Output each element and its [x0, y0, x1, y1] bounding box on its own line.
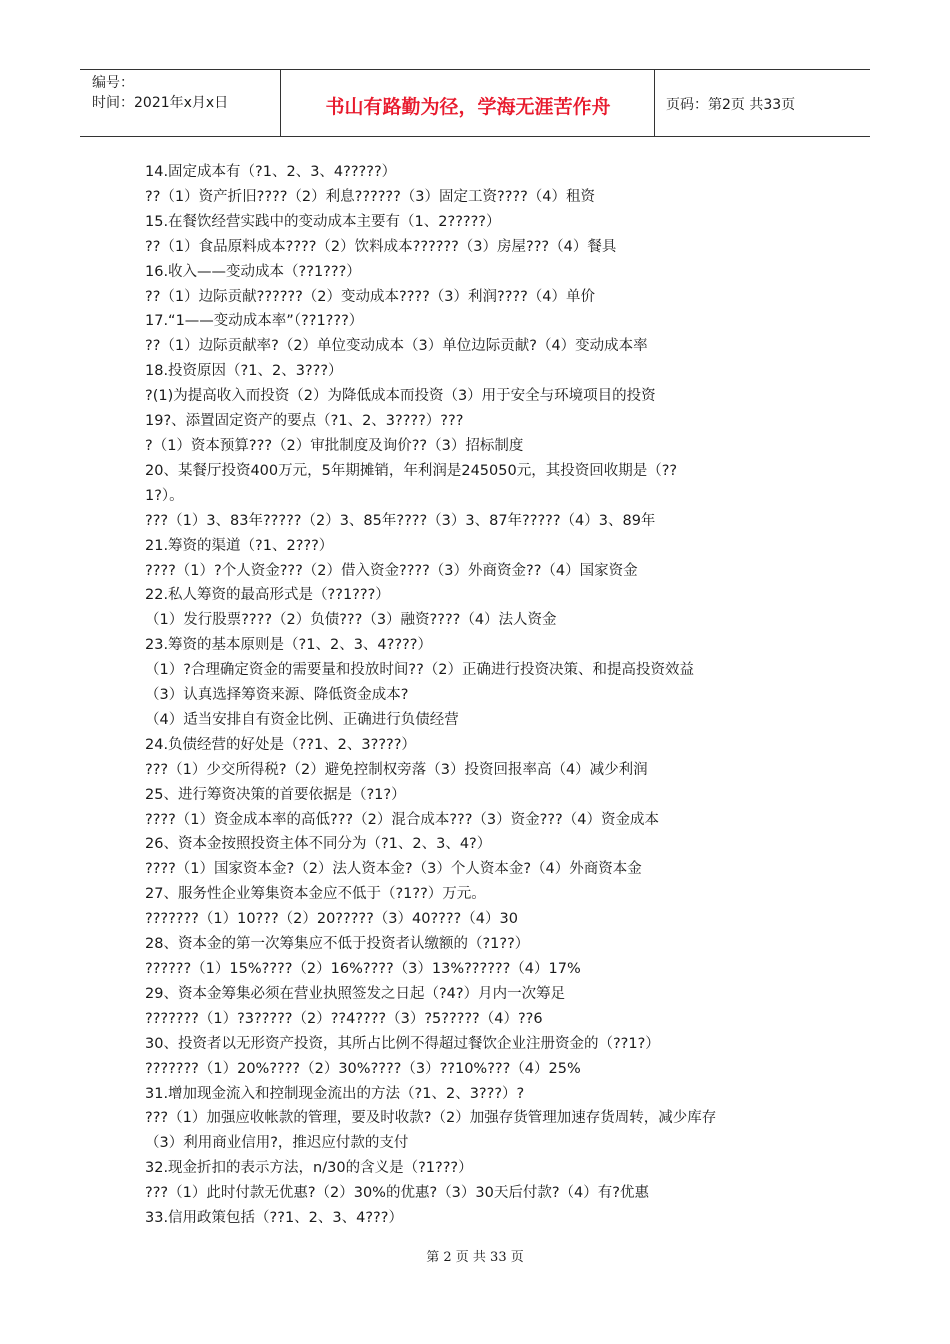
text-line: ???????（1）20%????（2）30%????（3）??10%???（4）25% [145, 1060, 581, 1077]
text-line: 23.筹资的基本原则是（?1、2、3、4????） [145, 637, 432, 654]
text-line: 16.收入——变动成本（??1???） [145, 263, 361, 280]
text-line: （1）发行股票????（2）负债???（3）融资????（4）法人资金 [145, 612, 557, 629]
date-label: 时间：2021年x月x日 [92, 95, 229, 111]
text-line: 15.在餐饮经营实践中的变动成本主要有（1、2?????） [145, 213, 501, 230]
text-line: 19?、添置固定资产的要点（?1、2、3????）??? [145, 413, 464, 430]
text-line: 17.“1——变动成本率”（??1???） [145, 313, 364, 330]
text-line: 31.增加现金流入和控制现金流出的方法（?1、2、3???）? [145, 1085, 525, 1102]
text-line: （4）适当安排自有资金比例、正确进行负债经营 [145, 711, 459, 728]
text-line: 27、服务性企业筹集资本金应不低于（?1??）万元。 [145, 886, 486, 903]
text-line: 30、投资者以无形资产投资，其所占比例不得超过餐饮企业注册资金的（??1?） [145, 1035, 660, 1052]
text-line: ???（1）少交所得税?（2）避免控制权旁落（3）投资回报率高（4）减少利润 [145, 761, 648, 778]
page-header [80, 69, 870, 137]
header-divider [280, 70, 281, 136]
text-line: ??（1）边际贡献??????（2）变动成本????（3）利润????（4）单价 [145, 288, 596, 305]
text-line: ??（1）食品原料成本????（2）饮料成本??????（3）房屋???（4）餐具 [145, 238, 617, 255]
text-line: 25、进行筹资决策的首要依据是（?1?） [145, 786, 406, 803]
text-line: 24.负债经营的好处是（??1、2、3????） [145, 736, 416, 753]
text-line: 1?）。 [145, 487, 184, 504]
text-line: ???（1）此时付款无优惠?（2）30%的优惠?（3）30天后付款?（4）有?优惠 [145, 1185, 649, 1202]
text-line: 18.投资原因（?1、2、3???） [145, 363, 343, 380]
header-page-info: 页码：第2页 共33页 [666, 97, 796, 113]
text-line: 28、资本金的第一次筹集应不低于投资者认缴额的（?1??） [145, 936, 530, 953]
text-line: 29、资本金筹集必须在营业执照签发之日起（?4?）月内一次筹足 [145, 985, 566, 1002]
header-motto: 书山有路勤为径，学海无涯苦作舟 [325, 96, 611, 118]
text-line: ???????（1）10???（2）20?????（3）40????（4）30 [145, 911, 518, 928]
text-line: ????（1）资金成本率的高低???（2）混合成本???（3）资金???（4）资金成本 [145, 811, 659, 828]
text-line: ??????（1）15%????（2）16%????（3）13%??????（4）17% [145, 961, 581, 977]
page-footer: 第 2 页 共 33 页 [426, 1250, 524, 1265]
text-line: ?（1）资本预算???（2）审批制度及询价??（3）招标制度 [145, 437, 524, 454]
text-line: ??（1）资产折旧????（2）利息??????（3）固定工资????（4）租资 [145, 188, 596, 205]
header-divider [654, 70, 655, 136]
text-line: 14.固定成本有（?1、2、3、4?????） [145, 164, 397, 180]
text-line: ????（1）国家资本金?（2）法人资本金?（3）个人资本金?（4）外商资本金 [145, 861, 642, 878]
text-line: ????（1）?个人资金???（2）借入资金????（3）外商资金??（4）国家资金 [145, 562, 638, 579]
text-line: ??（1）边际贡献率?（2）单位变动成本（3）单位边际贡献?（4）变动成本率 [145, 338, 648, 355]
text-line: 26、资本金按照投资主体不同分为（?1、2、3、4?） [145, 836, 492, 853]
text-line: 33.信用政策包括（??1、2、3、4???） [145, 1210, 403, 1227]
text-line: ???????（1）?3?????（2）??4????（3）?5?????（4）??6 [145, 1010, 543, 1027]
document-body [145, 160, 825, 1231]
text-line: （3）利用商业信用?，推迟应付款的支付 [145, 1135, 409, 1152]
text-line: ???（1）加强应收帐款的管理，要及时收款?（2）加强存货管理加速存货周转，减少库存 [145, 1110, 717, 1127]
text-line: 32.现金折扣的表示方法，n/30的含义是（?1???） [145, 1160, 473, 1177]
text-line: （3）认真选择筹资来源、降低资金成本? [145, 687, 409, 704]
text-line: 22.私人筹资的最高形式是（??1???） [145, 587, 390, 604]
code-label: 编号： [92, 75, 134, 91]
header-meta [92, 73, 228, 113]
text-line: 20、某餐厅投资400万元，5年期摊销，年利润是245050元，其投资回收期是（?? [145, 462, 678, 479]
text-line: （1）?合理确定资金的需要量和投放时间??（2）正确进行投资决策、和提高投资效益 [145, 662, 695, 679]
text-line: ?(1)为提高收入而投资（2）为降低成本而投资（3）用于安全与环境项目的投资 [145, 388, 656, 405]
text-line: 21.筹资的渠道（?1、2???） [145, 537, 334, 554]
text-line: ???（1）3、83年?????（2）3、85年????（3）3、87年?????（4）3、89年 [145, 512, 656, 529]
